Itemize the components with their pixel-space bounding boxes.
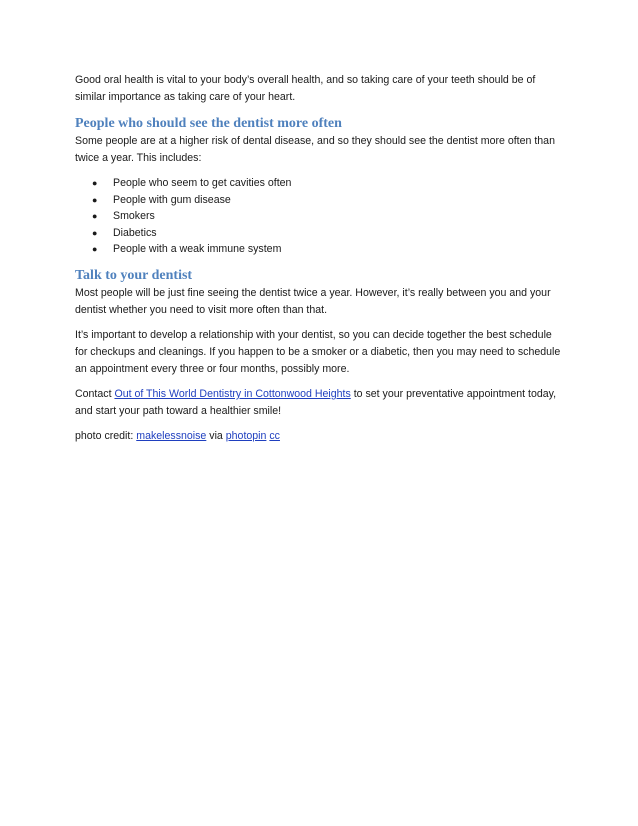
risk-list xyxy=(75,175,565,258)
dentistry-link[interactable]: Out of This World Dentistry in Cottonwood Heights xyxy=(114,387,351,400)
bullet-icon: ● xyxy=(92,211,98,222)
license-link[interactable]: cc xyxy=(269,429,280,442)
section2-paragraph-2: It’s important to develop a relationship with your dentist, so you can decide together the best schedule for checkups and cleanings. If you happen to be a smoker or a diabetic, then you may need to schedule an appointment every three or four months, possibly more. xyxy=(75,328,561,375)
list-item: ● People with gum disease xyxy=(75,192,565,209)
list-item: ● People who seem to get cavities often xyxy=(75,175,565,192)
bullet-icon: ● xyxy=(92,227,98,238)
list-item: ● Smokers xyxy=(75,208,565,225)
author-link[interactable]: makelessnoise xyxy=(136,429,207,442)
bullet-icon: ● xyxy=(92,194,98,205)
section-heading-see-dentist: People who should see the dentist more often xyxy=(75,116,342,131)
contact-paragraph: Contact Out of This World Dentistry in Cottonwood Heights to set your preventative appointment today, and start your path toward a healthier smile! xyxy=(75,387,557,417)
intro-paragraph: Good oral health is vital to your body’s overall health, and so taking care of your teeth should be of similar importance as taking care of your heart. xyxy=(75,74,536,103)
photopin-link[interactable]: photopin xyxy=(225,429,267,442)
list-item: ● People with a weak immune system xyxy=(75,241,565,258)
bullet-icon: ● xyxy=(92,178,98,188)
list-item: ● Diabetics xyxy=(75,225,565,242)
section-heading-talk-to-dentist: Talk to your dentist xyxy=(75,267,193,283)
document-page xyxy=(75,72,565,453)
section1-paragraph: Some people are at a higher risk of dental disease, and so they should see the dentist more often than twice a year. This includes: xyxy=(75,135,555,164)
photo-credit: photo credit: makelessnoise via photopin cc xyxy=(75,429,280,442)
bullet-icon: ● xyxy=(92,244,98,255)
section2-paragraph-1: Most people will be just fine seeing the dentist twice a year. However, it’s really between you and your dentist whether you need to visit more often than that. xyxy=(75,286,551,316)
